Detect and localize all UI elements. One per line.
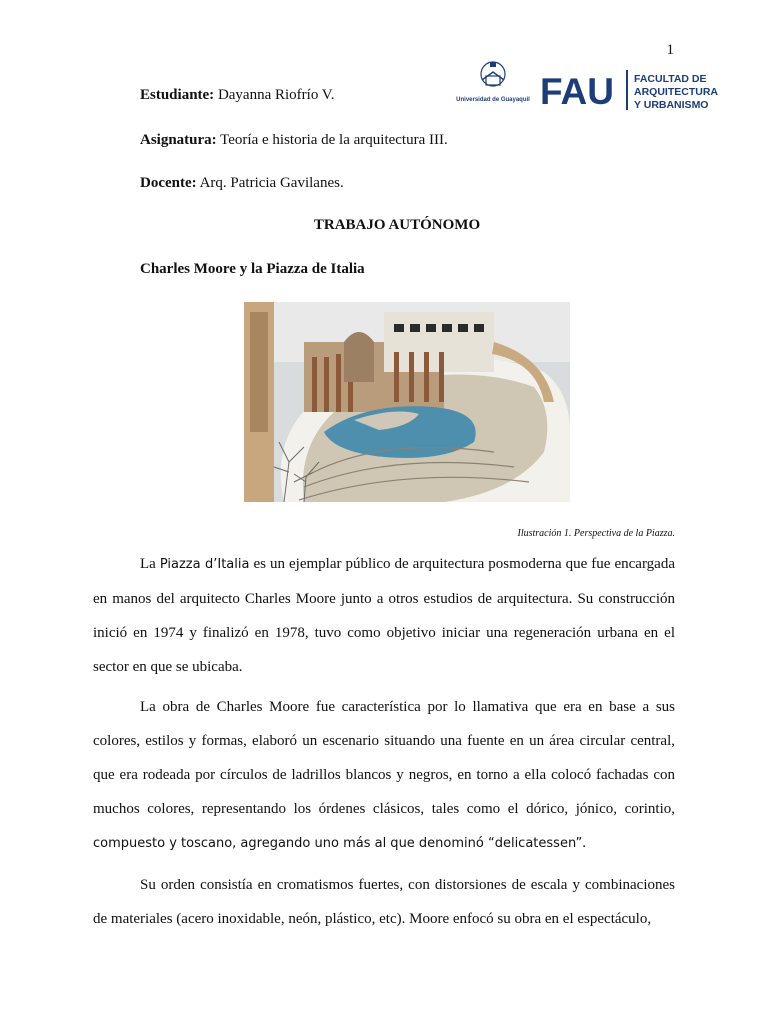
faculty-line-2: ARQUITECTURA bbox=[634, 86, 718, 98]
paragraph-3: Su orden consistía en cromatismos fuertes, con distorsiones de escala y combinaciones de materiales (acero inoxidable, neón, plástico, etc). Moore enfocó su obra en el espectáculo, bbox=[93, 877, 675, 927]
student-line bbox=[140, 87, 334, 104]
paragraph-2 bbox=[93, 690, 675, 861]
university-name: Universidad de Guayaquil bbox=[456, 97, 530, 103]
fau-logo bbox=[456, 58, 718, 114]
subject-line bbox=[140, 132, 448, 149]
paragraph-1-body: es un ejemplar público de arquitectura posmoderna que fue encargada en manos del arquitecto Charles Moore junto a otros estudios de arquitectura. Su construcción inició en 1974 y finalizó en 1978, tuvo como objetivo iniciar una regeneración urbana en el sector en que se ubicaba. bbox=[93, 556, 675, 675]
paragraph-1-start: La bbox=[140, 556, 160, 572]
faculty-line-3: Y URBANISMO bbox=[634, 99, 709, 111]
fau-acronym: FAU bbox=[540, 71, 614, 112]
student-value: Dayanna Riofrío V. bbox=[217, 87, 335, 103]
figure-caption: Ilustración 1. Perspectiva de la Piazza. bbox=[517, 528, 675, 539]
paragraph-2-end: . bbox=[582, 835, 586, 851]
document-title: TRABAJO AUTÓNOMO bbox=[313, 217, 481, 233]
page-number: 1 bbox=[666, 42, 674, 58]
document-subtitle: Charles Moore y la Piazza de Italia bbox=[140, 261, 365, 277]
subject-label: Asignatura: bbox=[140, 132, 217, 148]
paragraph-2-orders: compuesto y toscano, agregando uno más al que denominó “delicatessen” bbox=[93, 836, 583, 851]
faculty-line-1: FACULTAD DE bbox=[634, 73, 707, 85]
subject-value: Teoría e historia de la arquitectura III. bbox=[220, 132, 448, 148]
student-label: Estudiante: bbox=[140, 87, 215, 103]
paragraph-2-body: La obra de Charles Moore fue característica por lo llamativa que era en base a sus colores, estilos y formas, elaboró un escenario situando una fuente en un área circular central, que era rodeada por círculos de ladrillos blancos y negros, en torno a ella colocó fachadas con muchos colores, representando los órdenes clásicos, tales como el dórico, jónico, corintio, bbox=[93, 699, 675, 817]
paragraph-1 bbox=[93, 547, 675, 684]
teacher-label: Docente: bbox=[140, 175, 197, 191]
logo-divider bbox=[626, 70, 628, 110]
teacher-value: Arq. Patricia Gavilanes. bbox=[199, 175, 344, 191]
piazza-model-image bbox=[244, 302, 570, 502]
university-emblem-icon bbox=[481, 62, 505, 86]
piazza-name: Piazza d’Italia bbox=[159, 557, 250, 572]
teacher-line bbox=[140, 175, 344, 192]
